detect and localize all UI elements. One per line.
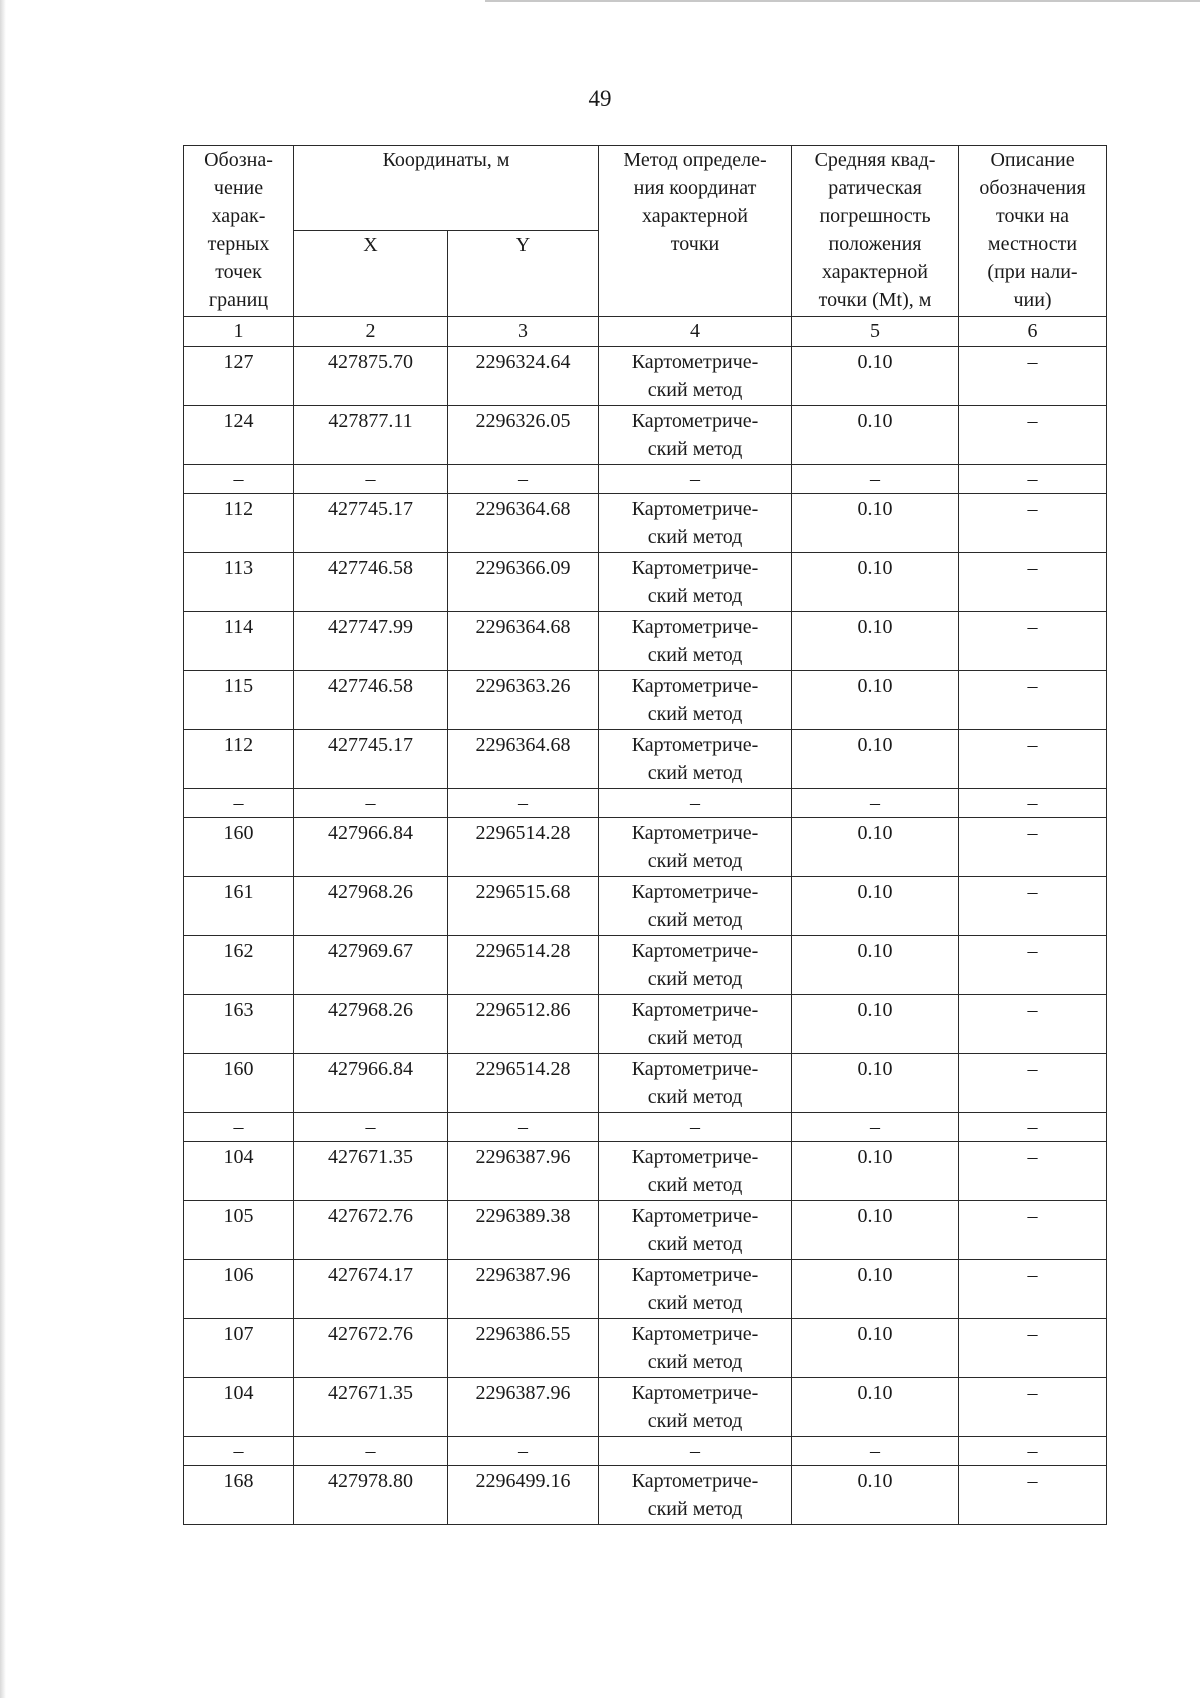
cell-method: Картометриче- ский метод xyxy=(599,612,792,671)
cell-y: 2296514.28 xyxy=(448,936,599,995)
table-row xyxy=(184,553,1107,612)
cell-y: 2296386.55 xyxy=(448,1319,599,1378)
cell-description: – xyxy=(959,1054,1107,1113)
cell-point: 115 xyxy=(184,671,294,730)
cell-x: – xyxy=(294,465,448,494)
cell-y: 2296499.16 xyxy=(448,1466,599,1525)
header-error: Средняя квад- ратическая погрешность положения характерной точки (Mt), м xyxy=(792,146,959,317)
cell-y: 2296326.05 xyxy=(448,406,599,465)
cell-point: – xyxy=(184,1113,294,1142)
cell-method: Картометриче- ский метод xyxy=(599,936,792,995)
column-number: 2 xyxy=(294,317,448,347)
cell-method: Картометриче- ский метод xyxy=(599,1319,792,1378)
cell-method: Картометриче- ский метод xyxy=(599,553,792,612)
table-row xyxy=(184,995,1107,1054)
cell-error: 0.10 xyxy=(792,1319,959,1378)
cell-y: – xyxy=(448,789,599,818)
cell-description: – xyxy=(959,1142,1107,1201)
cell-point: 162 xyxy=(184,936,294,995)
cell-y: 2296512.86 xyxy=(448,995,599,1054)
cell-method: Картометриче- ский метод xyxy=(599,1260,792,1319)
cell-method: Картометриче- ский метод xyxy=(599,1466,792,1525)
cell-x: 427875.70 xyxy=(294,347,448,406)
cell-error: 0.10 xyxy=(792,406,959,465)
table-row xyxy=(184,347,1107,406)
cell-method: Картометриче- ский метод xyxy=(599,1378,792,1437)
separator-row xyxy=(184,465,1107,494)
scan-top-edge xyxy=(485,0,1200,2)
cell-method: Картометриче- ский метод xyxy=(599,1054,792,1113)
header-y: Y xyxy=(448,231,599,317)
cell-point: 113 xyxy=(184,553,294,612)
cell-point: 160 xyxy=(184,818,294,877)
cell-y: 2296364.68 xyxy=(448,494,599,553)
cell-x: 427968.26 xyxy=(294,995,448,1054)
separator-row xyxy=(184,1113,1107,1142)
cell-method: – xyxy=(599,465,792,494)
cell-error: 0.10 xyxy=(792,671,959,730)
cell-point: – xyxy=(184,1437,294,1466)
cell-x: 427745.17 xyxy=(294,730,448,789)
cell-y: – xyxy=(448,1437,599,1466)
column-number: 4 xyxy=(599,317,792,347)
cell-description: – xyxy=(959,553,1107,612)
cell-method: Картометриче- ский метод xyxy=(599,347,792,406)
cell-description: – xyxy=(959,494,1107,553)
cell-error: 0.10 xyxy=(792,818,959,877)
cell-description: – xyxy=(959,1319,1107,1378)
cell-point: 163 xyxy=(184,995,294,1054)
cell-error: 0.10 xyxy=(792,936,959,995)
table-row xyxy=(184,671,1107,730)
table-row xyxy=(184,936,1107,995)
cell-x: 427672.76 xyxy=(294,1319,448,1378)
table-row xyxy=(184,1054,1107,1113)
header-description: Описание обозначения точки на местности (при нали- чии) xyxy=(959,146,1107,317)
cell-x: 427747.99 xyxy=(294,612,448,671)
column-number: 3 xyxy=(448,317,599,347)
cell-error: – xyxy=(792,1437,959,1466)
cell-y: 2296387.96 xyxy=(448,1378,599,1437)
column-number: 5 xyxy=(792,317,959,347)
cell-description: – xyxy=(959,1260,1107,1319)
cell-point: 107 xyxy=(184,1319,294,1378)
table-row xyxy=(184,494,1107,553)
cell-error: 0.10 xyxy=(792,995,959,1054)
cell-y: 2296366.09 xyxy=(448,553,599,612)
cell-method: – xyxy=(599,1113,792,1142)
cell-description: – xyxy=(959,406,1107,465)
cell-method: Картометриче- ский метод xyxy=(599,406,792,465)
cell-x: 427671.35 xyxy=(294,1142,448,1201)
table-row xyxy=(184,1260,1107,1319)
scan-left-edge xyxy=(0,0,6,1698)
cell-x: 427966.84 xyxy=(294,818,448,877)
header-designation: Обозна- чение харак- терных точек границ xyxy=(184,146,294,317)
table-row xyxy=(184,818,1107,877)
cell-x: 427877.11 xyxy=(294,406,448,465)
cell-x: – xyxy=(294,1437,448,1466)
cell-x: 427746.58 xyxy=(294,671,448,730)
cell-y: 2296387.96 xyxy=(448,1142,599,1201)
cell-y: 2296324.64 xyxy=(448,347,599,406)
cell-point: 104 xyxy=(184,1142,294,1201)
column-number: 6 xyxy=(959,317,1107,347)
cell-point: 160 xyxy=(184,1054,294,1113)
cell-error: 0.10 xyxy=(792,1260,959,1319)
cell-y: 2296364.68 xyxy=(448,612,599,671)
cell-x: 427966.84 xyxy=(294,1054,448,1113)
cell-description: – xyxy=(959,1113,1107,1142)
cell-description: – xyxy=(959,877,1107,936)
cell-x: 427969.67 xyxy=(294,936,448,995)
coordinates-table xyxy=(183,145,1107,1525)
column-number: 1 xyxy=(184,317,294,347)
cell-point: 112 xyxy=(184,494,294,553)
cell-error: 0.10 xyxy=(792,877,959,936)
cell-point: 104 xyxy=(184,1378,294,1437)
table-row xyxy=(184,1466,1107,1525)
cell-error: 0.10 xyxy=(792,612,959,671)
cell-method: Картометриче- ский метод xyxy=(599,730,792,789)
cell-error: 0.10 xyxy=(792,730,959,789)
header-method: Метод определе- ния координат характерной точки xyxy=(599,146,792,317)
cell-x: – xyxy=(294,1113,448,1142)
cell-description: – xyxy=(959,789,1107,818)
table-row xyxy=(184,877,1107,936)
header-x: X xyxy=(294,231,448,317)
cell-error: – xyxy=(792,789,959,818)
separator-row xyxy=(184,1437,1107,1466)
cell-error: 0.10 xyxy=(792,553,959,612)
cell-y: – xyxy=(448,1113,599,1142)
table-row xyxy=(184,1201,1107,1260)
cell-point: 127 xyxy=(184,347,294,406)
table-body xyxy=(184,347,1107,1525)
cell-x: 427671.35 xyxy=(294,1378,448,1437)
cell-error: – xyxy=(792,1113,959,1142)
cell-description: – xyxy=(959,995,1107,1054)
cell-description: – xyxy=(959,347,1107,406)
cell-description: – xyxy=(959,730,1107,789)
cell-description: – xyxy=(959,612,1107,671)
cell-point: 161 xyxy=(184,877,294,936)
cell-error: 0.10 xyxy=(792,1378,959,1437)
separator-row xyxy=(184,789,1107,818)
cell-x: 427674.17 xyxy=(294,1260,448,1319)
cell-y: 2296515.68 xyxy=(448,877,599,936)
cell-y: – xyxy=(448,465,599,494)
cell-description: – xyxy=(959,818,1107,877)
cell-y: 2296364.68 xyxy=(448,730,599,789)
cell-x: 427746.58 xyxy=(294,553,448,612)
cell-method: Картометриче- ский метод xyxy=(599,671,792,730)
cell-description: – xyxy=(959,1466,1107,1525)
table-row xyxy=(184,612,1107,671)
table-row xyxy=(184,406,1107,465)
cell-error: – xyxy=(792,465,959,494)
cell-method: Картометриче- ский метод xyxy=(599,877,792,936)
cell-point: – xyxy=(184,789,294,818)
cell-method: Картометриче- ский метод xyxy=(599,1201,792,1260)
cell-y: 2296363.26 xyxy=(448,671,599,730)
table-row xyxy=(184,730,1107,789)
cell-error: 0.10 xyxy=(792,1201,959,1260)
cell-method: – xyxy=(599,1437,792,1466)
cell-point: 114 xyxy=(184,612,294,671)
table-row xyxy=(184,1142,1107,1201)
cell-point: 124 xyxy=(184,406,294,465)
cell-error: 0.10 xyxy=(792,347,959,406)
cell-method: Картометриче- ский метод xyxy=(599,995,792,1054)
column-number-row xyxy=(184,317,1107,347)
cell-x: 427745.17 xyxy=(294,494,448,553)
cell-y: 2296389.38 xyxy=(448,1201,599,1260)
cell-method: Картометриче- ский метод xyxy=(599,1142,792,1201)
cell-error: 0.10 xyxy=(792,494,959,553)
cell-error: 0.10 xyxy=(792,1466,959,1525)
cell-x: 427978.80 xyxy=(294,1466,448,1525)
cell-x: – xyxy=(294,789,448,818)
cell-error: 0.10 xyxy=(792,1054,959,1113)
table-row xyxy=(184,1319,1107,1378)
header-coordinates: Координаты, м xyxy=(294,146,599,231)
table-row xyxy=(184,1378,1107,1437)
cell-point: 112 xyxy=(184,730,294,789)
cell-point: 168 xyxy=(184,1466,294,1525)
cell-point: 106 xyxy=(184,1260,294,1319)
cell-description: – xyxy=(959,936,1107,995)
cell-method: Картометриче- ский метод xyxy=(599,818,792,877)
page-number: 49 xyxy=(588,86,612,111)
cell-description: – xyxy=(959,1437,1107,1466)
cell-point: 105 xyxy=(184,1201,294,1260)
cell-point: – xyxy=(184,465,294,494)
cell-x: 427672.76 xyxy=(294,1201,448,1260)
cell-y: 2296387.96 xyxy=(448,1260,599,1319)
cell-method: Картометриче- ский метод xyxy=(599,494,792,553)
cell-x: 427968.26 xyxy=(294,877,448,936)
cell-y: 2296514.28 xyxy=(448,818,599,877)
cell-description: – xyxy=(959,671,1107,730)
cell-description: – xyxy=(959,465,1107,494)
cell-description: – xyxy=(959,1378,1107,1437)
cell-method: – xyxy=(599,789,792,818)
cell-description: – xyxy=(959,1201,1107,1260)
cell-y: 2296514.28 xyxy=(448,1054,599,1113)
cell-error: 0.10 xyxy=(792,1142,959,1201)
